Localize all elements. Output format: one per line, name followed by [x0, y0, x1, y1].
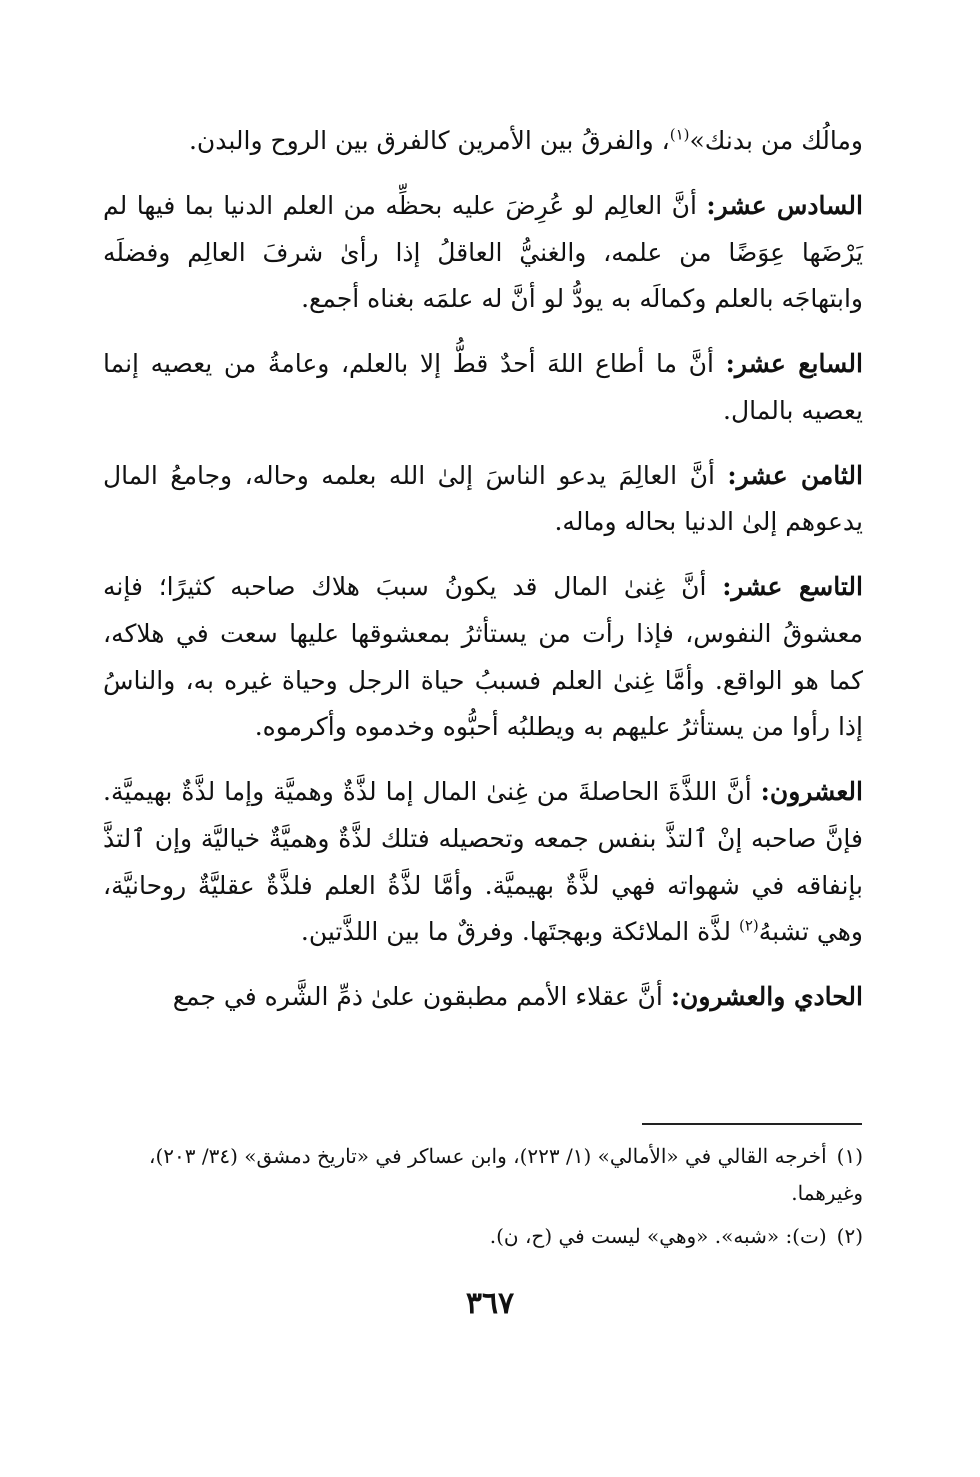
- footnote-divider: [642, 1123, 862, 1125]
- paragraph-twentieth: العشرون: أنَّ اللذَّةَ الحاصلةَ من غِنىٰ المال إما لذَّةٌ وهميَّة وإما لذَّةٌ بهيميَّة. فإنَّ صاحبه إنْ ٱلتذَّ بنفس جمعه وتحصيله فتلك لذَّةٌ وهميَّةٌ خياليَّة وإن ٱلتذَّ بإنفاقه في شهواته فهي لذَّةٌ بهيميَّة. وأمَّا لذَّةُ العلم فلذَّةٌ عقليَّةٌ روحانيَّة، وهي تشبهُ$^{(٢)}$ لذَّة الملائكة وبهجتَها. وفرقٌ ما بين اللذَّتين.: [103, 777, 863, 947]
- paragraph-heading: العشرون:: [760, 777, 863, 806]
- footnote-item: [103, 1138, 863, 1212]
- footnote-ref[interactable]: (٢): [738, 916, 759, 935]
- footnote-number: (٢): [836, 1224, 863, 1248]
- paragraph-seventeenth: السابع عشر: أنَّ ما أطاع اللهَ أحدٌ قطُّ إلا بالعلم، وعامةُ من يعصيه إنما يعصيه بالمال.: [103, 349, 863, 425]
- main-text: [103, 118, 863, 1039]
- footnote-ref[interactable]: (١): [669, 125, 690, 144]
- footnote-text: أخرجه القالي في «الأمالي» (١/ ٢٢٣)، وابن عساكر في «تاريخ دمشق» (٣٤/ ٢٠٣)، وغيرهما.: [149, 1144, 863, 1205]
- paragraph-heading: التاسع عشر:: [722, 572, 863, 601]
- footnotes: [103, 1138, 863, 1261]
- paragraph-twenty-first: الحادي والعشرون: أنَّ عقلاء الأمم مطبقون علىٰ ذمِّ الشَّره في جمع: [172, 982, 863, 1011]
- page-number: ٣٦٧: [465, 1286, 515, 1321]
- paragraph-nineteenth: التاسع عشر: أنَّ غِنىٰ المال قد يكونُ سببَ هلاك صاحبه كثيرًا؛ فإنه معشوقُ النفوس، فإذا رأت من يستأثرُ بمعشوقها عليها سعت في هلاكه، كما هو الواقع. وأمَّا غِنىٰ العلم فسببُ حياة الرجل وحياة غيره به، والناسُ إذا رأوا من يستأثرُ عليهم به ويطلبُه أحبُّوه وخدموه وأكرموه.: [103, 572, 863, 742]
- paragraph-sixteenth: السادس عشر: أنَّ العالِم لو عُرِضَ عليه بحظِّه من العلم الدنيا بما فيها لم يَرْضَها عِوَضًا من علمه، والغنيُّ العاقلُ إذا رأىٰ شرفَ العالِم وفضلَه وابتهاجَه بالعلم وكمالَه به يودُّ لو أنَّ له علمَه بغناه أجمع.: [103, 190, 863, 314]
- paragraph-heading: السابع عشر:: [725, 349, 863, 378]
- paragraph-heading: الحادي والعشرون:: [670, 982, 863, 1011]
- footnote-number: (١): [836, 1144, 863, 1168]
- footnote-item: [103, 1218, 863, 1255]
- paragraph-heading: الثامن عشر:: [727, 460, 863, 490]
- paragraph-continuation: ومالُك من بدنك»$^{(١)}$، والفرقُ بين الأمرين كالفرق بين الروح والبدن.: [188, 125, 863, 155]
- paragraph-heading: السادس عشر:: [706, 190, 863, 220]
- footnote-text: (ت): «شبه». «وهي» ليست في (ح، ن).: [489, 1224, 827, 1248]
- paragraph-eighteenth: الثامن عشر: أنَّ العالِمَ يدعو الناسَ إلىٰ الله بعلمه وحاله، وجامعُ المال يدعوهم إلىٰ الدنيا بحاله وماله.: [103, 460, 863, 537]
